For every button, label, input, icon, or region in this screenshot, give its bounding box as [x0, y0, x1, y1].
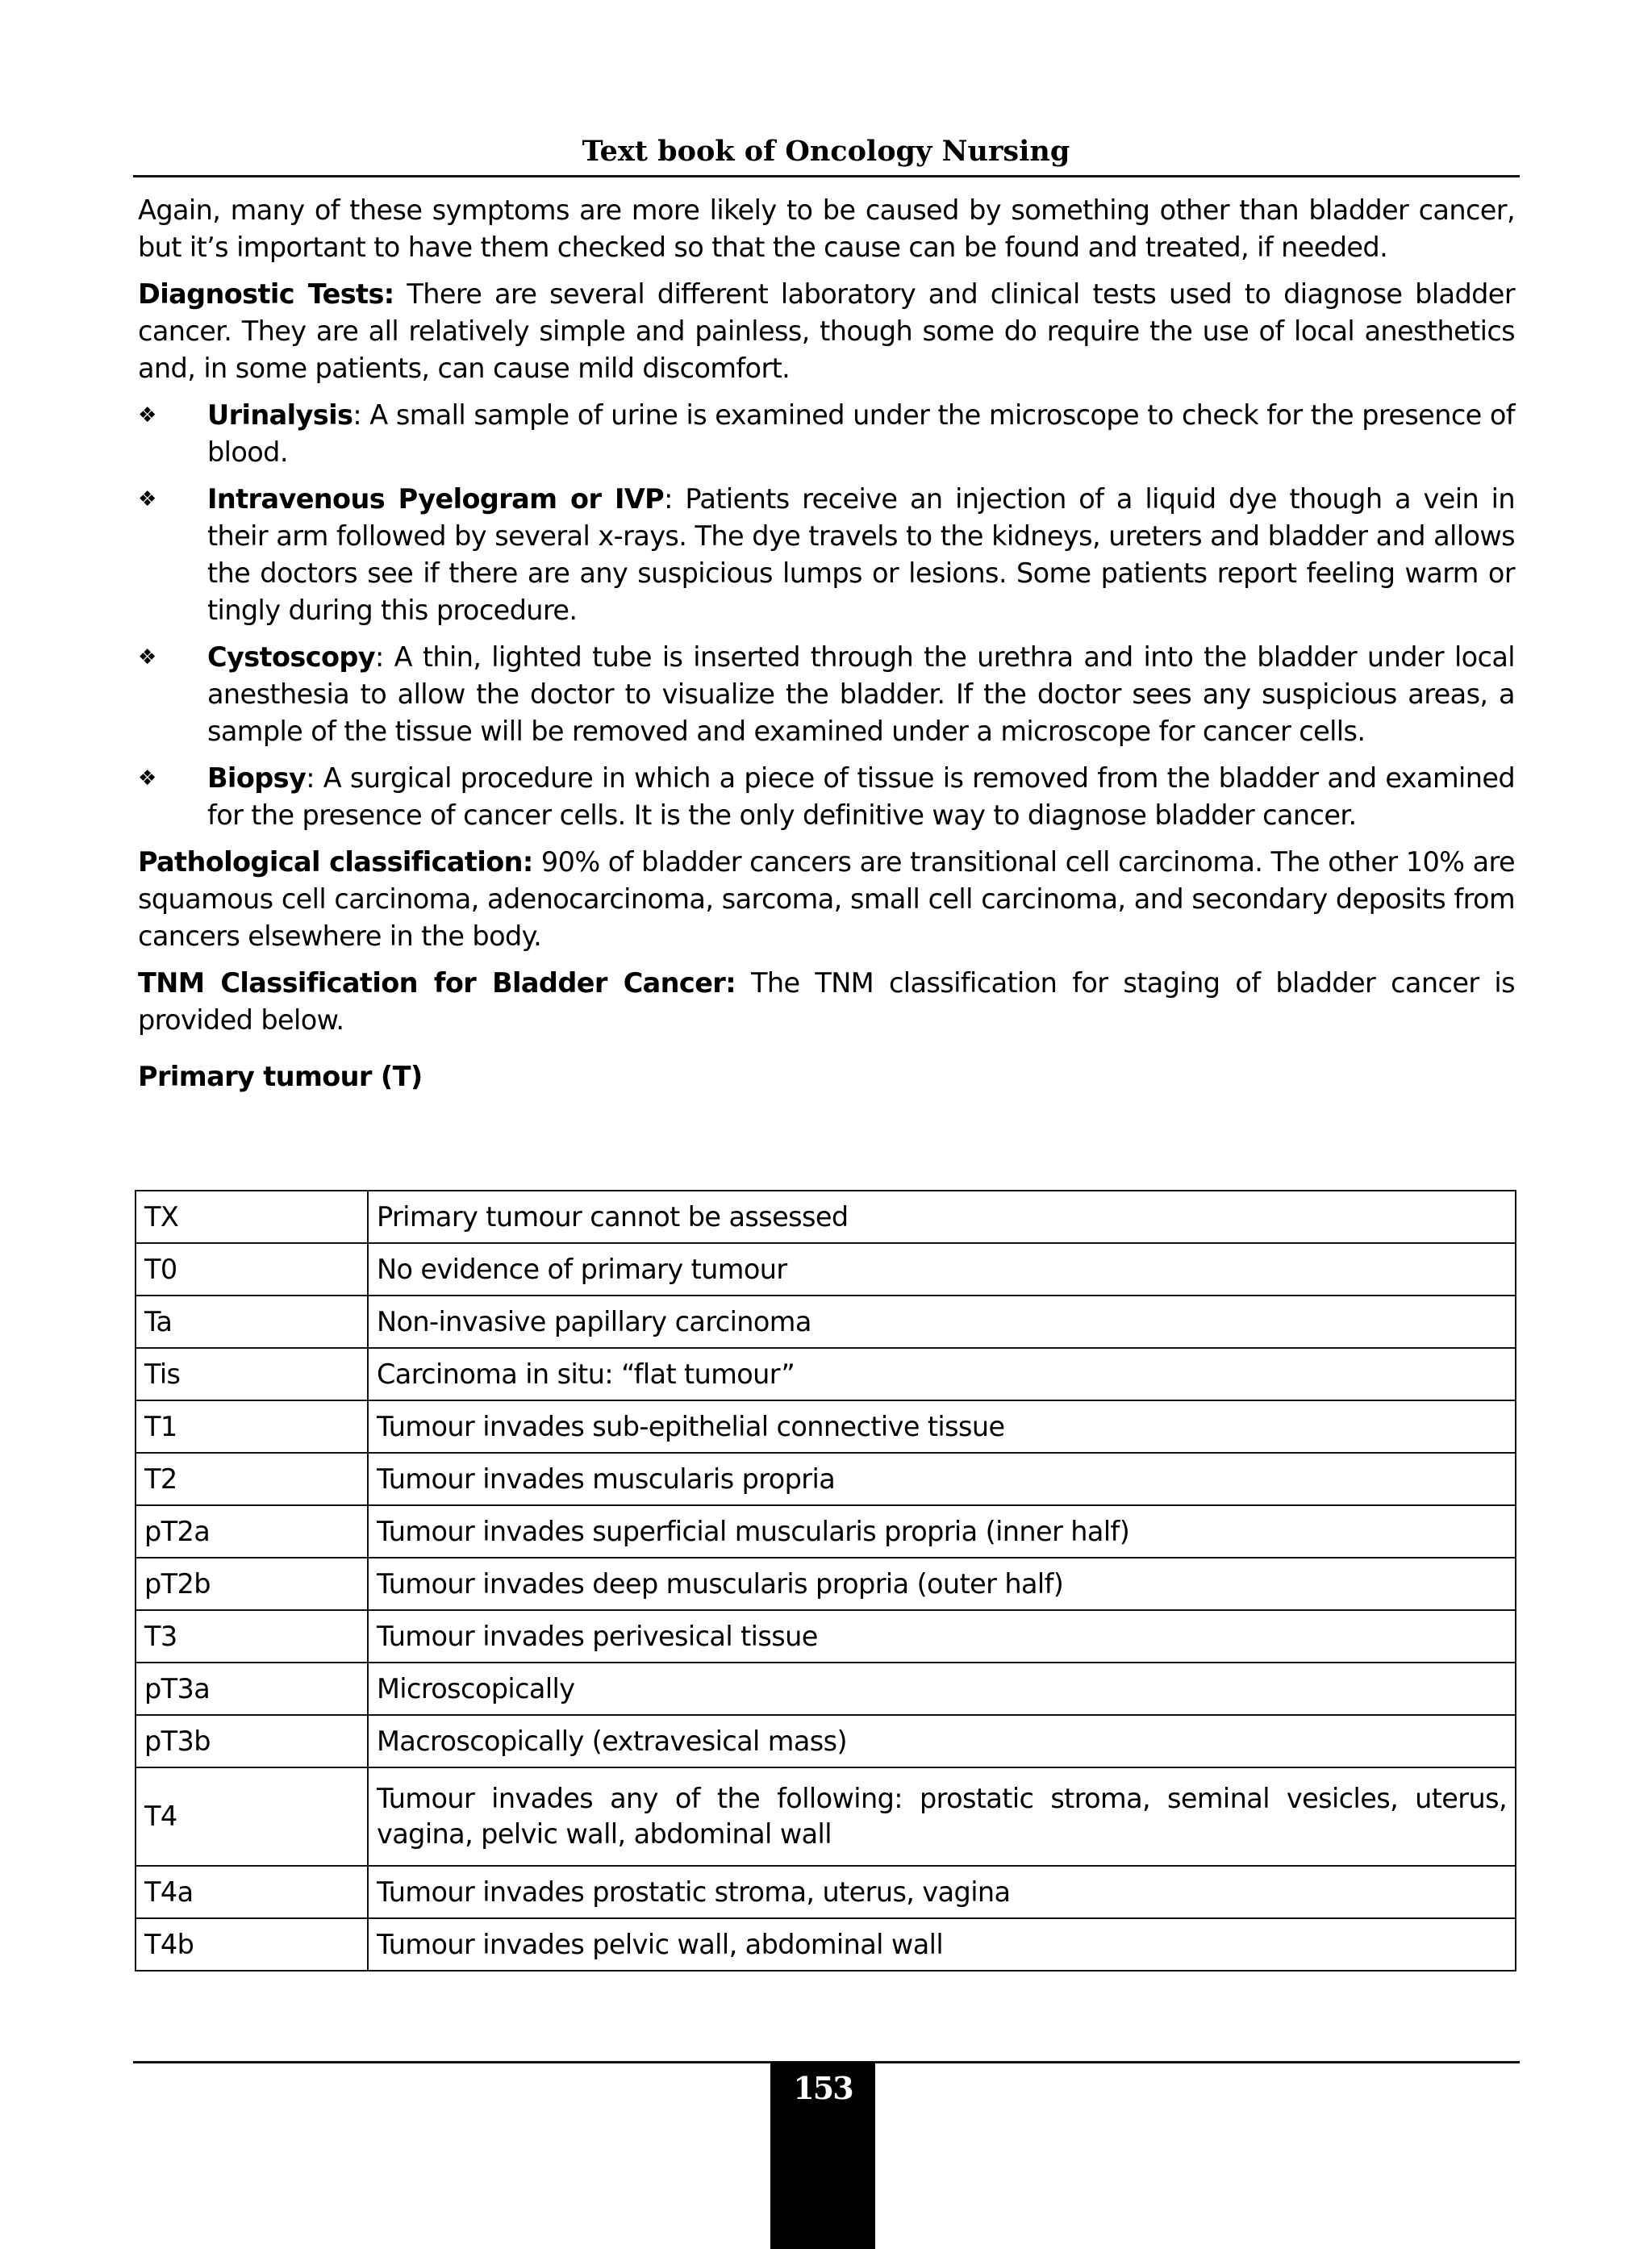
stage-code: pT2b — [136, 1558, 368, 1610]
stage-description: Tumour invades superficial muscularis propria (inner half) — [368, 1505, 1516, 1558]
stage-code: pT3b — [136, 1715, 368, 1767]
stage-code: T4a — [136, 1866, 368, 1918]
table-heading: Primary tumour (T) — [138, 1061, 423, 1092]
stage-description: Tumour invades any of the following: prostatic stroma, seminal vesicles, uterus, vagina, pelvic wall, abdominal wall — [368, 1767, 1516, 1866]
bullet-item-biopsy — [138, 760, 1515, 834]
table-row — [136, 1453, 1516, 1505]
table-row — [136, 1866, 1516, 1918]
diamond-bullet-icon: ❖ — [138, 645, 156, 670]
stage-code: T4 — [136, 1767, 368, 1866]
bullet-label: Urinalysis — [207, 399, 353, 431]
stage-code: T3 — [136, 1610, 368, 1663]
diagnostic-tests-paragraph — [138, 276, 1515, 387]
stage-description: No evidence of primary tumour — [368, 1243, 1516, 1296]
tnm-classification-label: TNM Classification for Bladder Cancer: — [138, 967, 736, 999]
diamond-bullet-icon: ❖ — [138, 766, 156, 791]
table-row — [136, 1610, 1516, 1663]
page-number: 153 — [793, 2070, 853, 2106]
tnm-classification-paragraph — [138, 965, 1515, 1039]
table-row — [136, 1243, 1516, 1296]
stage-code: TX — [136, 1191, 368, 1243]
bullet-item-urinalysis — [138, 397, 1515, 471]
table-row — [136, 1400, 1516, 1453]
bullet-item-ivp — [138, 481, 1515, 629]
stage-description: Tumour invades pelvic wall, abdominal wall — [368, 1918, 1516, 1971]
stage-description: Tumour invades deep muscularis propria (outer half) — [368, 1558, 1516, 1610]
bullet-label: Intravenous Pyelogram or IVP — [207, 483, 665, 515]
diamond-bullet-icon: ❖ — [138, 403, 156, 428]
stage-description: Non-invasive papillary carcinoma — [368, 1296, 1516, 1348]
header-divider — [133, 175, 1520, 177]
diamond-bullet-icon: ❖ — [138, 487, 156, 511]
stage-code: pT2a — [136, 1505, 368, 1558]
table-row — [136, 1663, 1516, 1715]
stage-description: Carcinoma in situ: “flat tumour” — [368, 1348, 1516, 1400]
pathological-classification-paragraph — [138, 844, 1515, 955]
table-row — [136, 1558, 1516, 1610]
pathological-classification-text: 90% of bladder cancers are transitional cell carcinoma. The other 10% are squamous cell carcinoma, adenocarcinoma, sarcoma, small cell carcinoma, and secondary deposits from cancers elsewhere in the body. — [138, 846, 1515, 952]
table-row — [136, 1767, 1516, 1866]
bullet-text: : A surgical procedure in which a piece of tissue is removed from the bladder and examined for the presence of cancer cells. It is the only definitive way to diagnose bladder cancer. — [207, 762, 1515, 831]
stage-code: Tis — [136, 1348, 368, 1400]
running-header-title: Text book of Oncology Nursing — [582, 135, 1070, 168]
tnm-classification-text: The TNM classification for staging of bladder cancer is provided below. — [138, 967, 1515, 1036]
stage-description: Tumour invades perivesical tissue — [368, 1610, 1516, 1663]
page-body — [138, 192, 1515, 1102]
bullet-label: Cystoscopy — [207, 641, 376, 673]
diagnostic-tests-text: There are several different laboratory and clinical tests used to diagnose bladder cancer. They are all relatively simple and painless, though some do require the use of local anesthetics and, in some patients, can cause mild discomfort. — [138, 278, 1515, 384]
stage-description: Macroscopically (extravesical mass) — [368, 1715, 1516, 1767]
stage-code: T2 — [136, 1453, 368, 1505]
bullet-text: : Patients receive an injection of a liquid dye though a vein in their arm followed by several x-rays. The dye travels to the kidneys, ureters and bladder and allows the doctors see if there are any suspicious lumps or lesions. Some patients report feeling warm or tingly during this procedure. — [207, 483, 1515, 626]
diagnostic-tests-label: Diagnostic Tests: — [138, 278, 394, 310]
table-row — [136, 1505, 1516, 1558]
stage-description: Tumour invades prostatic stroma, uterus, vagina — [368, 1866, 1516, 1918]
intro-paragraph: Again, many of these symptoms are more likely to be caused by something other than bladder cancer, but it’s important to have them checked so that the cause can be found and treated, if needed. — [138, 194, 1515, 263]
stage-description: Tumour invades sub-epithelial connective tissue — [368, 1400, 1516, 1453]
stage-code: pT3a — [136, 1663, 368, 1715]
bullet-item-cystoscopy — [138, 639, 1515, 750]
pathological-classification-label: Pathological classification: — [138, 846, 533, 878]
stage-description: Tumour invades muscularis propria — [368, 1453, 1516, 1505]
page-number-tab — [770, 2062, 875, 2249]
stage-code: T0 — [136, 1243, 368, 1296]
table-row — [136, 1191, 1516, 1243]
primary-tumour-table — [135, 1190, 1516, 1972]
table-row — [136, 1348, 1516, 1400]
bullet-text: : A thin, lighted tube is inserted through the urethra and into the bladder under local anesthesia to allow the doctor to visualize the bladder. If the doctor sees any suspicious areas, a sample of the tissue will be removed and examined under a microscope for cancer cells. — [207, 641, 1515, 747]
stage-description: Primary tumour cannot be assessed — [368, 1191, 1516, 1243]
table-row — [136, 1296, 1516, 1348]
stage-description: Microscopically — [368, 1663, 1516, 1715]
stage-code: T1 — [136, 1400, 368, 1453]
stage-code: Ta — [136, 1296, 368, 1348]
bullet-label: Biopsy — [207, 762, 307, 794]
table-row — [136, 1715, 1516, 1767]
bullet-text: : A small sample of urine is examined under the microscope to check for the presence of blood. — [207, 399, 1515, 468]
stage-code: T4b — [136, 1918, 368, 1971]
table-row — [136, 1918, 1516, 1971]
